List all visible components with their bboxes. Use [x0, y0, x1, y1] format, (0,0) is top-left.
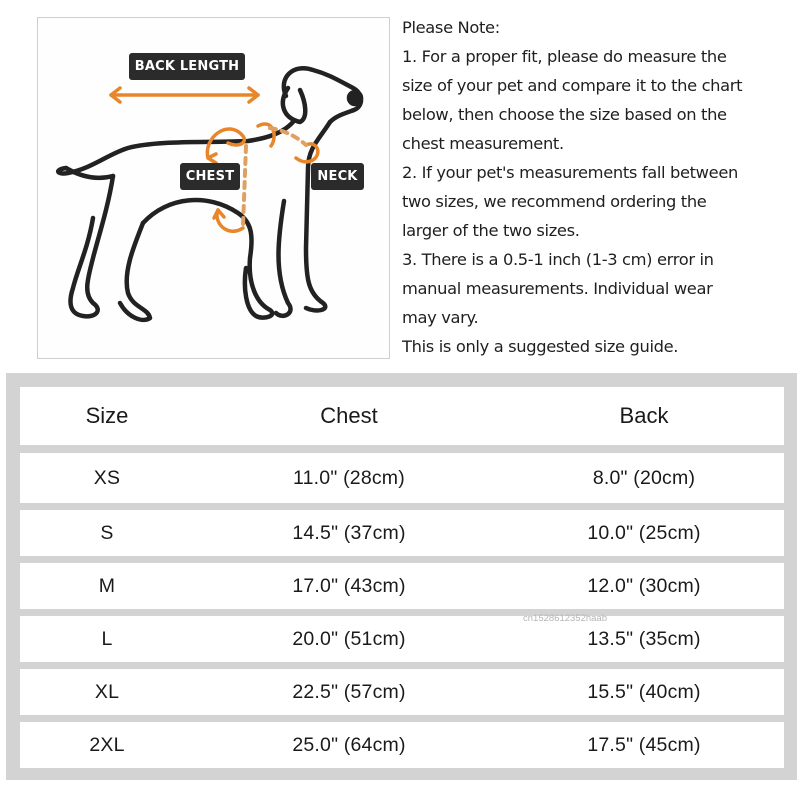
- notes-line: below, then choose the size based on the: [402, 105, 727, 124]
- table-row: [20, 453, 784, 503]
- neck-label: NECK: [311, 163, 364, 190]
- size-cell: XL: [94, 680, 120, 703]
- table-header-row: [20, 387, 784, 445]
- size-cell: 2XL: [89, 733, 125, 756]
- back-cell: 17.5" (45cm): [587, 733, 701, 756]
- header-back: Back: [619, 403, 669, 428]
- notes-line: 1. For a proper fit, please do measure the: [402, 47, 727, 66]
- table-row: [20, 563, 784, 609]
- table-row: [20, 669, 784, 715]
- chest-label: CHEST: [180, 163, 240, 190]
- size-cell: XS: [93, 466, 121, 489]
- notes-heading: Please Note:: [402, 18, 500, 37]
- notes-line: 2. If your pet's measurements fall between: [402, 163, 738, 182]
- back-cell: 13.5" (35cm): [587, 627, 701, 650]
- size-table: [6, 373, 797, 780]
- table-row: [20, 616, 784, 662]
- back-cell: 12.0" (30cm): [587, 574, 701, 597]
- notes-line: size of your pet and compare it to the chart: [402, 76, 743, 95]
- header-size: Size: [85, 403, 129, 428]
- header-chest: Chest: [320, 403, 378, 428]
- notes-line: This is only a suggested size guide.: [402, 337, 679, 356]
- notes-line: may vary.: [402, 308, 479, 327]
- chest-cell: 14.5" (37cm): [292, 521, 406, 544]
- back-length-label: BACK LENGTH: [129, 53, 245, 80]
- sizing-notes: [402, 13, 797, 361]
- chest-cell: 20.0" (51cm): [292, 627, 406, 650]
- table-row: [20, 722, 784, 768]
- chest-cell: 25.0" (64cm): [292, 733, 406, 756]
- chest-cell: 11.0" (28cm): [293, 466, 405, 489]
- notes-line: larger of the two sizes.: [402, 221, 580, 240]
- chest-cell: 22.5" (57cm): [292, 680, 406, 703]
- watermark-text: cn1528612352haab: [523, 613, 608, 624]
- size-cell: M: [98, 574, 116, 597]
- back-cell: 15.5" (40cm): [587, 680, 701, 703]
- size-cell: S: [100, 521, 114, 544]
- notes-line: 3. There is a 0.5-1 inch (1-3 cm) error in: [402, 250, 714, 269]
- notes-line: chest measurement.: [402, 134, 564, 153]
- notes-line: manual measurements. Individual wear: [402, 279, 713, 298]
- table-row: [20, 510, 784, 556]
- back-cell: 8.0" (20cm): [592, 466, 696, 489]
- dog-measurement-diagram: [37, 17, 390, 359]
- size-cell: L: [101, 627, 113, 650]
- notes-line: two sizes, we recommend ordering the: [402, 192, 707, 211]
- back-cell: 10.0" (25cm): [587, 521, 701, 544]
- chest-cell: 17.0" (43cm): [292, 574, 406, 597]
